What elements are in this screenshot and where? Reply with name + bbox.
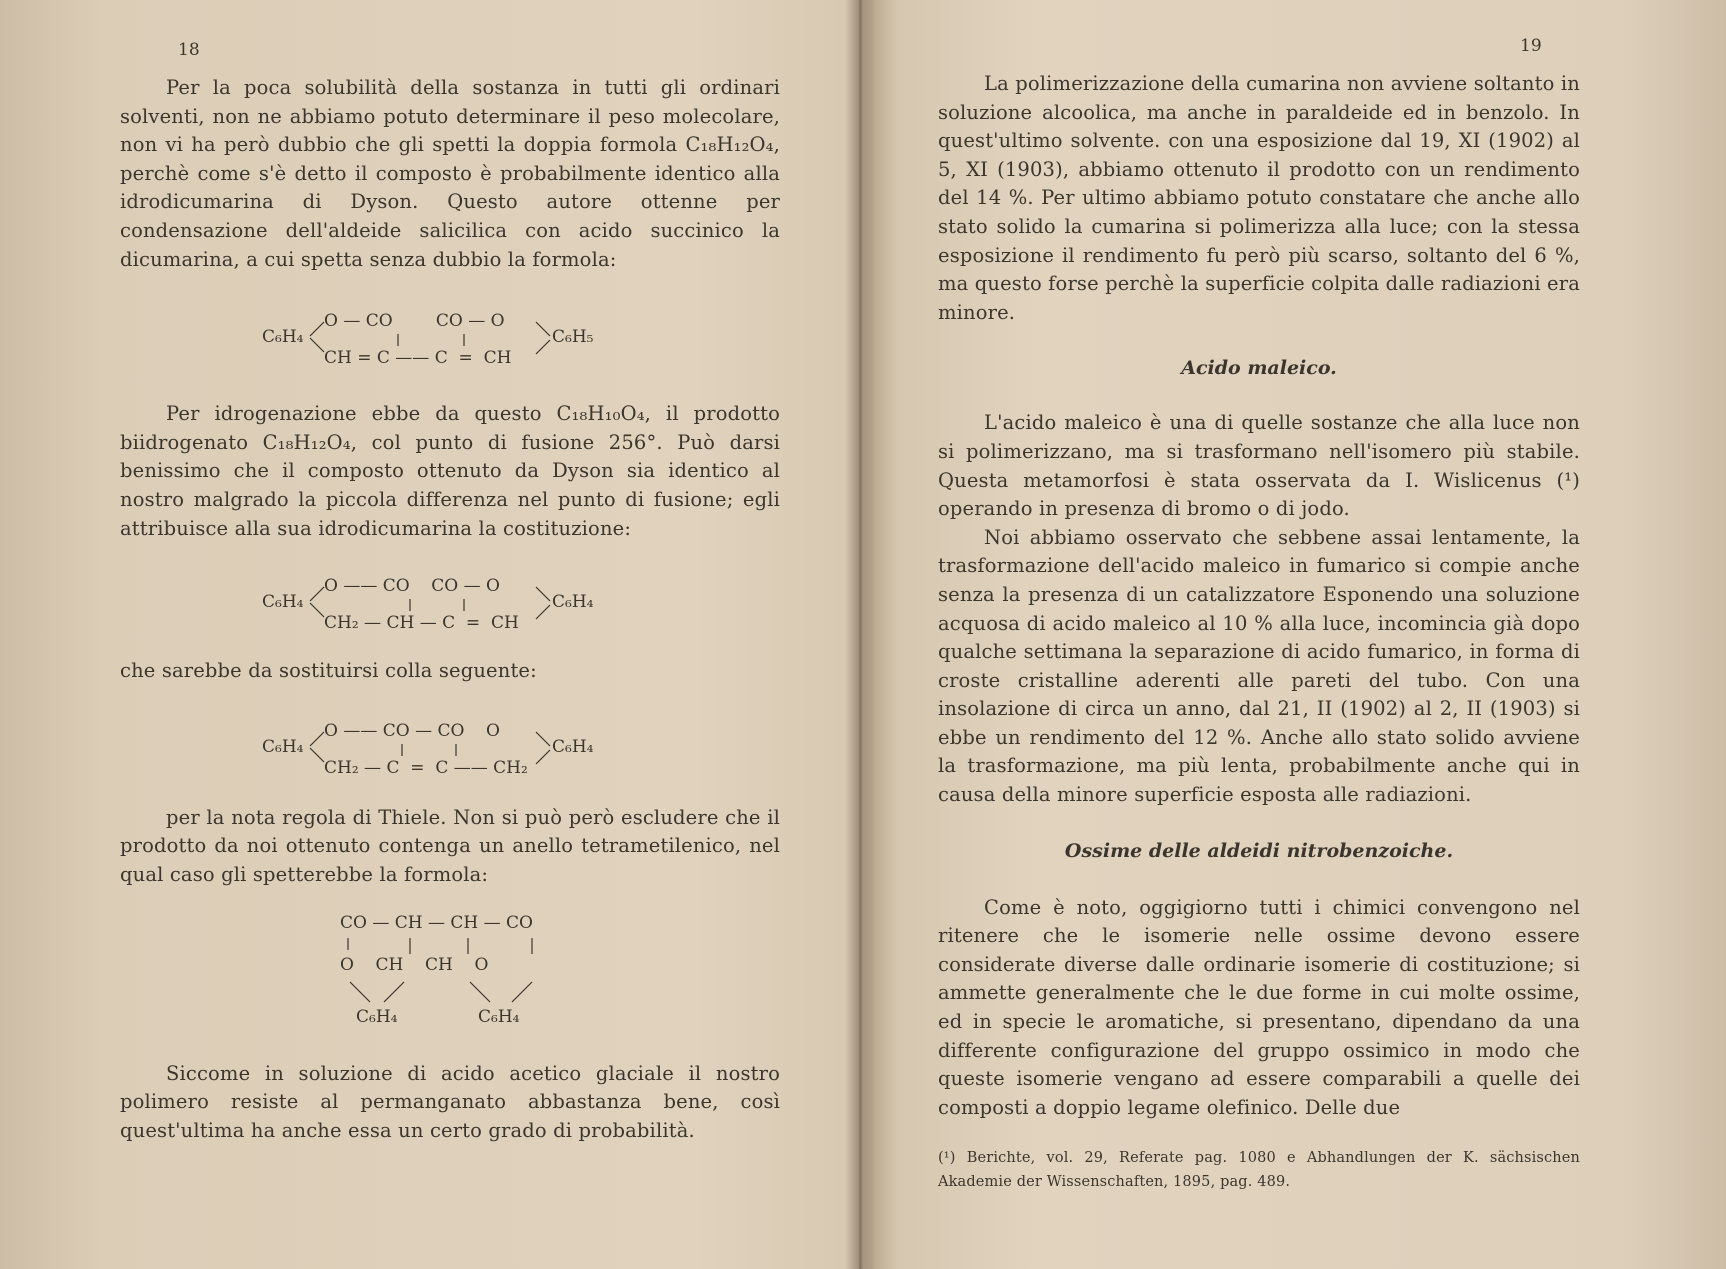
- formula-row-3: O CH CH O: [340, 954, 489, 975]
- formula-left-group: C₆H₄: [262, 592, 304, 613]
- paragraph: che sarebbe da sostituirsi colla seguente:: [120, 659, 537, 683]
- formula-bottom-row: CH₂ — C = C —— CH₂: [324, 757, 528, 778]
- paragraph: Per idrogenazione ebbe da questo C₁₈H₁₀O₄, il prodotto biidrogenato C₁₈H₁₂O₄, col punto di fusione 256°. Può darsi benissimo che il composto ottenuto da Dyson sia identico al nostro malgrado la piccola differenza nel punto di fusione; egli attribuisce alla sua idrodicumarina la costituzione:: [120, 402, 780, 540]
- formula-left-group: C₆H₄: [262, 327, 304, 348]
- section-heading: Acido maleico.: [1181, 357, 1337, 380]
- formula-row-1: CO — CH — CH — CO: [340, 912, 533, 933]
- page-number-right: 19: [1520, 36, 1542, 56]
- paragraph: per la nota regola di Thiele. Non si può però escludere che il prodotto da noi ottenuto contenga un anello tetrametilenico, nel qual caso gli spetterebbe la formola:: [120, 805, 780, 886]
- paragraph: Siccome in soluzione di acido acetico glaciale il nostro polimero resiste al permanganato abbastanza bene, così quest'ultima ha anche essa un certo grado di probabilità.: [120, 1061, 780, 1142]
- paragraph: La polimerizzazione della cumarina non avviene soltanto in soluzione alcoolica, ma anche in paraldeide ed in benzolo. In quest'ultimo solvente. con una esposizione dal 19, XI (1902) al 5, XI (1903), abbiamo ottenuto il prodotto con un rendimento del 14 %. Per ultimo abbiamo potuto constatare che anche allo stato solido la cumarina si polimerizza alla luce; con la stessa esposizione il rendimento fu però più scarso, soltanto del 6 %, ma questo forse perchè la superficie colpita dalle radiazioni era minore.: [938, 72, 1580, 324]
- chemical-formula-thiele: [260, 692, 640, 804]
- formula-bottom-row: CH = C —— C = CH: [324, 348, 512, 369]
- footnote: (¹) Berichte, vol. 29, Referate pag. 1080 e Abhandlungen der K. sächsischen Akademie der Wissenschaften, 1895, pag. 489.: [938, 1150, 1580, 1191]
- formula-left-group: C₆H₄: [262, 736, 304, 757]
- formula-bottom-left: C₆H₄: [356, 1006, 398, 1027]
- section-heading: Ossime delle aldeidi nitrobenzoiche.: [1064, 839, 1454, 862]
- formula-bottom-right: C₆H₄: [478, 1006, 520, 1027]
- formula-bottom-row: CH₂ — CH — C = CH: [324, 613, 519, 634]
- formula-right-group: C₆H₄: [552, 736, 594, 757]
- paragraph: Come è noto, oggigiorno tutti i chimici convengono nel ritenere che le isomerie nelle ossime devono essere considerate diverse dalle ordinarie isomerie di costituzione; si ammette generalmente che le due forme in cui molte ossime, ed in specie le aromatiche, si presentano, dipendano da una differente configurazione del gruppo ossimico in modo che queste isomerie vengano ad essere comparabili a quelle dei composti a doppio legame olefinico. Delle due: [938, 895, 1580, 1119]
- chemical-formula-dicumarina: [260, 284, 640, 394]
- formula-right-group: C₆H₅: [552, 327, 594, 348]
- chemical-formula-tetrametilene: [320, 906, 580, 1056]
- formula-top-row: O —— CO CO — O: [324, 576, 500, 597]
- left-page: [120, 38, 780, 1145]
- page-number-left: 18: [178, 40, 200, 60]
- right-page: [938, 34, 1580, 1194]
- book-gutter: [845, 0, 875, 1269]
- chemical-formula-idrodicumarina: [260, 549, 640, 657]
- formula-top-row: O —— CO — CO O: [324, 720, 500, 741]
- formula-right-group: C₆H₄: [552, 592, 594, 613]
- paragraph: Per la poca solubilità della sostanza in tutti gli ordinari solventi, non ne abbiamo potuto determinare il peso molecolare, non vi ha però dubbio che gli spetti la doppia formola C₁₈H₁₂O₄, perchè come s'è detto il composto è probabilmente identico alla idrodicumarina di Dyson. Questo autore ottenne per condensazione dell'aldeide salicilica con acido succinico la dicumarina, a cui spetta senza dubbio la formola:: [120, 76, 780, 271]
- formula-top-row: O — CO CO — O: [324, 311, 505, 332]
- paragraph: L'acido maleico è una di quelle sostanze che alla luce non si polimerizzano, ma si trasformano nell'isomero più stabile. Questa metamorfosi è stata osservata da I. Wislicenus (¹) operando in presenza di bromo o di jodo.: [938, 411, 1580, 521]
- paragraph: Noi abbiamo osservato che sebbene assai lentamente, la trasformazione dell'acido maleico in fumarico si compie anche senza la presenza di un catalizzatore Esponendo una soluzione acquosa di acido maleico al 10 % alla luce, incomincia già dopo qualche settimana la separazione di acido fumarico, in forma di croste cristalline aderenti alle pareti del tubo. Con una insolazione di circa un anno, dal 21, II (1902) al 2, II (1903) si ebbe un rendimento del 12 %. Anche allo stato solido avviene la trasformazione, ma più lenta, probabilmente anche qui in causa della minore superficie esposta alle radiazioni.: [938, 525, 1580, 807]
